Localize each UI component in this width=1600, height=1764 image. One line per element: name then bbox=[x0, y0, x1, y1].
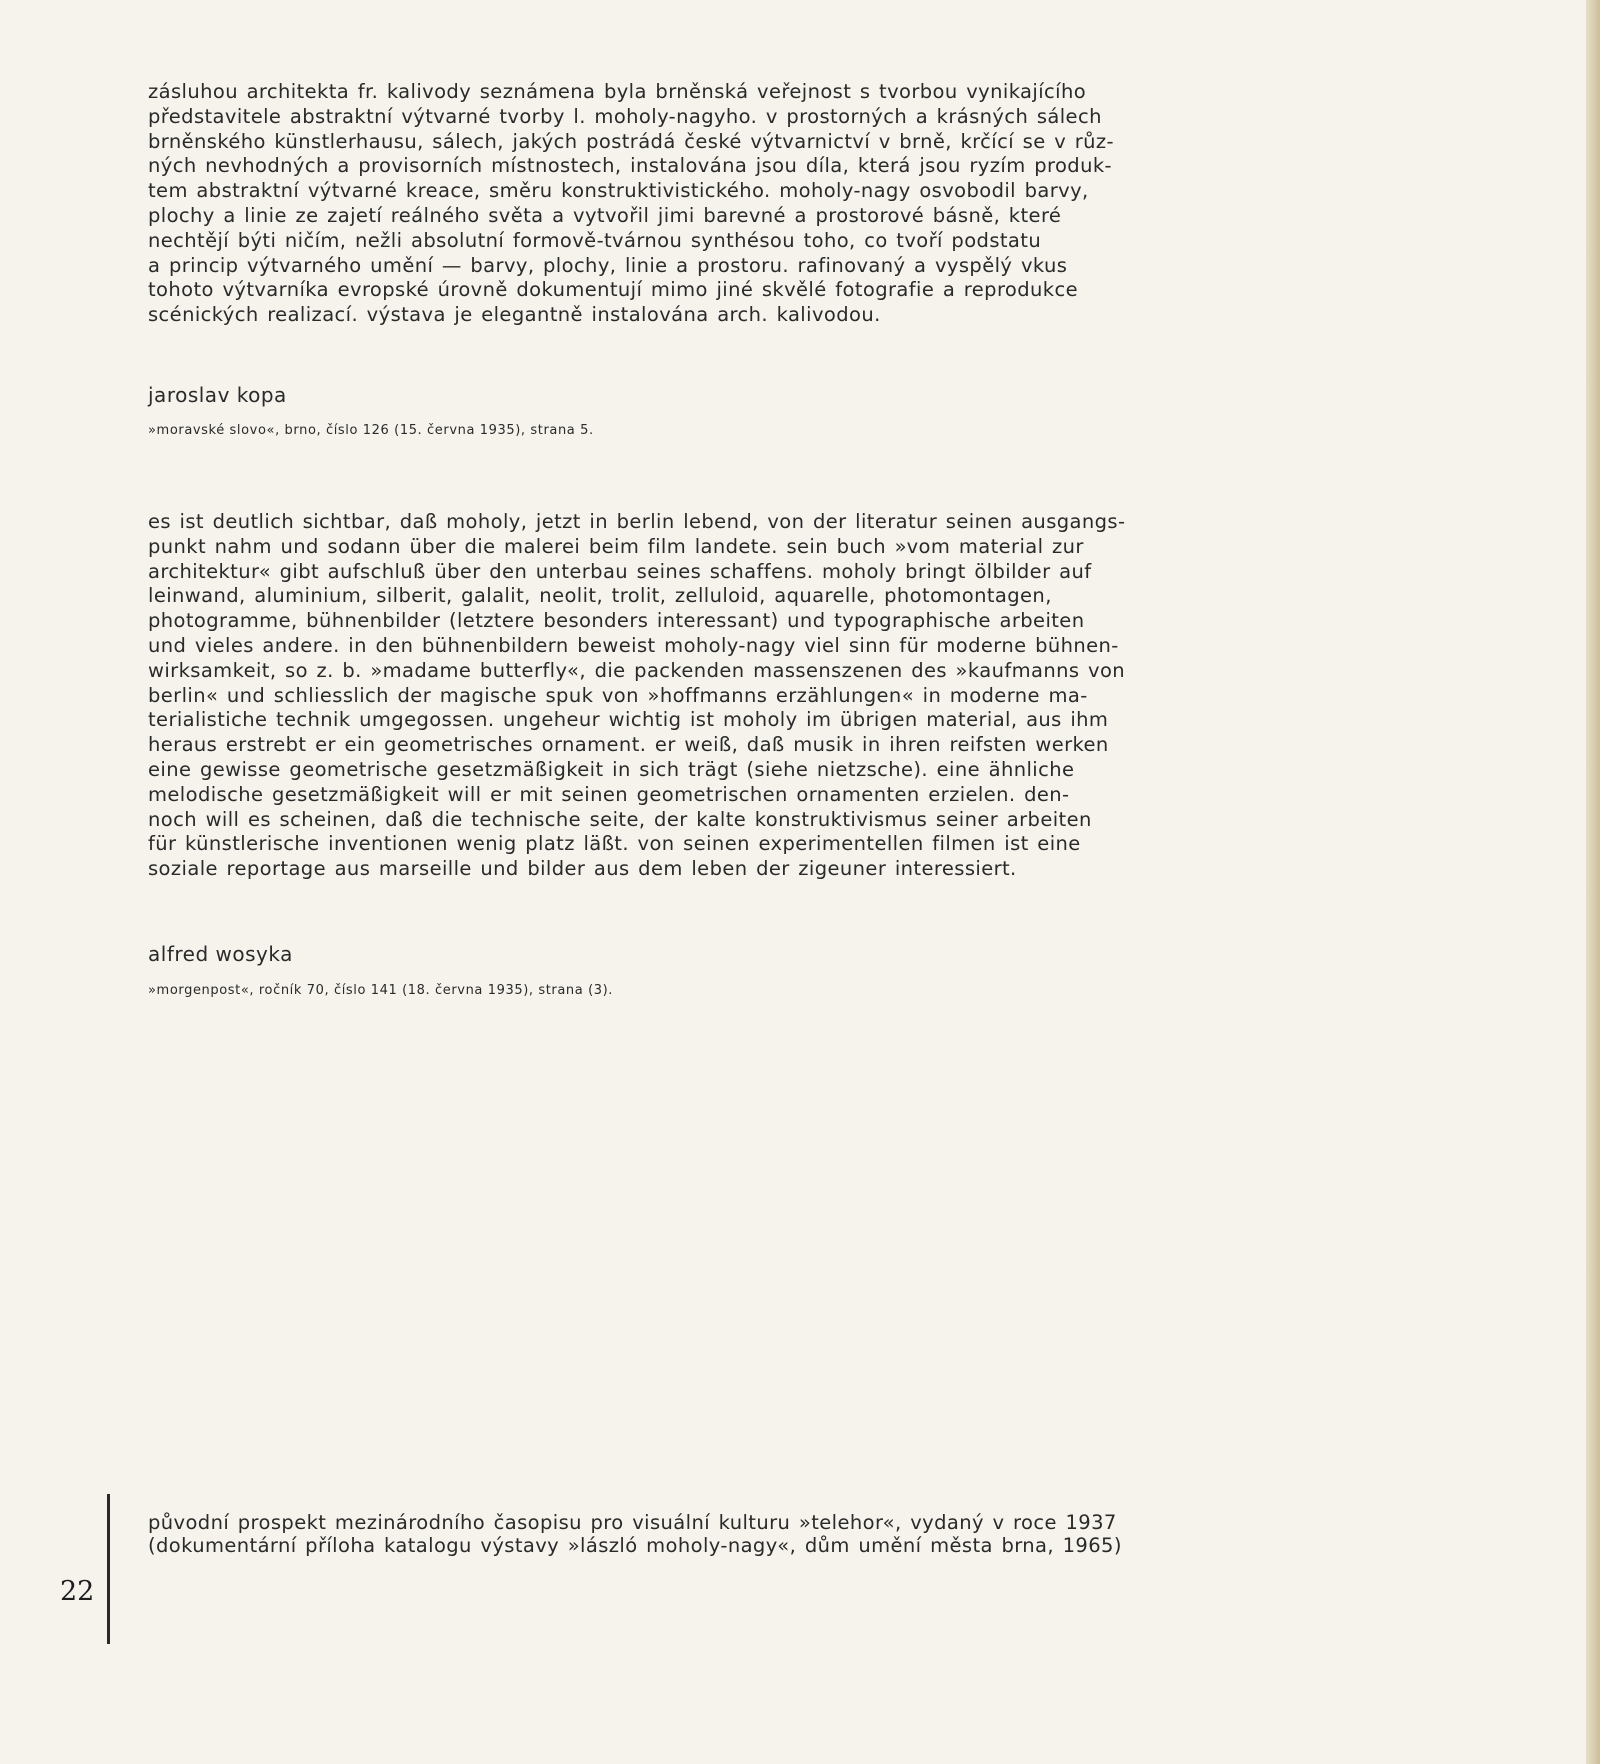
page-number: 22 bbox=[60, 1576, 95, 1607]
page-edge bbox=[1586, 0, 1600, 1764]
article-paragraph-german: es ist deutlich sichtbar, daß moholy, jetzt in berlin lebend, von der literatur seinen ausgangs- punkt nahm und sodann über die malerei beim film landete. sein buch »vom material zur architektur« gibt aufschluß über den unterbau seines schaffens. moholy bringt ölbilder auf leinwand, aluminium, silberit, galalit, neolit, trolit, zelluloid, aquarelle, photomontagen, photogramme, bühnenbilder (letztere besonders interessant) und typographische arbeiten und vieles andere. in den bühnenbildern beweist moholy-nagy viel sinn für moderne bühnen- wirksamkeit, so z. b. »madame butterfly«, die packenden massenszenen des »kaufmanns von berlin« und schliesslich der magische spuk von »hoffmanns erzählungen« in moderne ma- terialistiche technik umgegossen. ungeheur wichtig ist moholy im übrigen material, aus ihm heraus erstrebt er ein geometrisches ornament. er weiß, daß musik in ihren reifsten werken eine gewisse geometrische gesetzmäßigkeit in sich trägt (siehe nietzsche). eine ähnliche melodische gesetzmäßigkeit will er mit seinen geometrischen ornamenten erzielen. den- noch will es scheinen, daß die technische seite, der kalte konstruktivismus seiner arbeiten für künstlerische inventionen wenig platz läßt. von seinen experimentellen filmen ist eine soziale reportage aus marseille und bilder aus dem leben der zigeuner interessiert. bbox=[148, 510, 1126, 881]
vertical-rule bbox=[107, 1494, 110, 1644]
author-name: jaroslav kopa bbox=[148, 383, 287, 407]
source-citation: »morgenpost«, ročník 70, číslo 141 (18. června 1935), strana (3). bbox=[148, 983, 614, 998]
article-paragraph-czech: zásluhou architekta fr. kalivody seznámena byla brněnská veřejnost s tvorbou vynikajícího představitele abstraktní výtvarné tvorby l. moholy-nagyho. v prostorných a krásných sálech brněnského künstlerhausu, sálech, jakých postrádá české výtvarnictví v brně, krčící se v růz- ných nevhodných a provisorních místnostech, instalována jsou díla, která jsou ryzím produk- tem abstraktní výtvarné kreace, směru konstruktivistického. moholy-nagy osvobodil barvy, plochy a linie ze zajetí reálného světa a vytvořil jimi barevné a prostorové básně, které nechtějí býti ničím, nežli absolutní formově-tvárnou synthésou toho, co tvoří podstatu a princip výtvarného umění — barvy, plochy, linie a prostoru. rafinovaný a vyspělý vkus tohoto výtvarníka evropské úrovně dokumentují mimo jiné skvělé fotografie a reprodukce scénických realizací. výstava je elegantně instalována arch. kalivodou. bbox=[148, 80, 1114, 327]
source-citation: »moravské slovo«, brno, číslo 126 (15. června 1935), strana 5. bbox=[148, 423, 594, 438]
author-name: alfred wosyka bbox=[148, 942, 293, 966]
figure-caption: původní prospekt mezinárodního časopisu pro visuální kulturu »telehor«, vydaný v roce 1937 (dokumentární příloha katalogu výstavy »lászló moholy-nagy«, dům umění města brna, 1965) bbox=[148, 1511, 1122, 1557]
